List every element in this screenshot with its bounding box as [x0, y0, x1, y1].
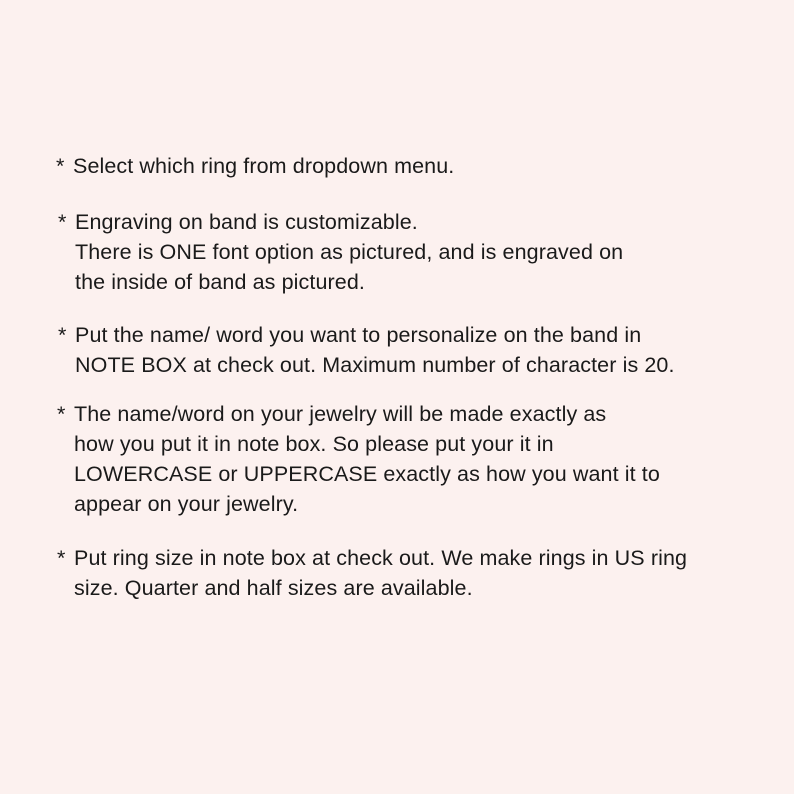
note-line: the inside of band as pictured.	[75, 270, 365, 294]
note-engraving	[58, 207, 623, 297]
bullet-asterisk: *	[57, 546, 66, 570]
note-line: size. Quarter and half sizes are available.	[74, 576, 473, 600]
bullet-asterisk: *	[58, 323, 67, 347]
note-line: how you put it in note box. So please put your it in	[74, 432, 554, 456]
note-line: * Put the name/ word you want to personalize on the band in	[58, 320, 675, 350]
bullet-asterisk: *	[56, 154, 65, 178]
note-select-ring	[56, 151, 454, 181]
note-line: LOWERCASE or UPPERCASE exactly as how you want it to	[74, 462, 660, 486]
note-line: There is ONE font option as pictured, and is engraved on	[75, 240, 624, 264]
note-line: * The name/word on your jewelry will be made exactly as	[57, 399, 660, 429]
note-line: appear on your jewelry.	[74, 492, 299, 516]
bullet-asterisk: *	[58, 210, 67, 234]
note-line: * Put ring size in note box at check out. We make rings in US ring	[57, 543, 687, 573]
note-line: NOTE BOX at check out. Maximum number of character is 20.	[75, 353, 675, 377]
note-personalize-word	[58, 320, 675, 380]
note-line: * Engraving on band is customizable.	[58, 207, 623, 237]
note-ring-size	[57, 543, 687, 603]
note-line: * Select which ring from dropdown menu.	[56, 151, 454, 181]
bullet-asterisk: *	[57, 402, 66, 426]
note-letter-case	[57, 399, 660, 519]
